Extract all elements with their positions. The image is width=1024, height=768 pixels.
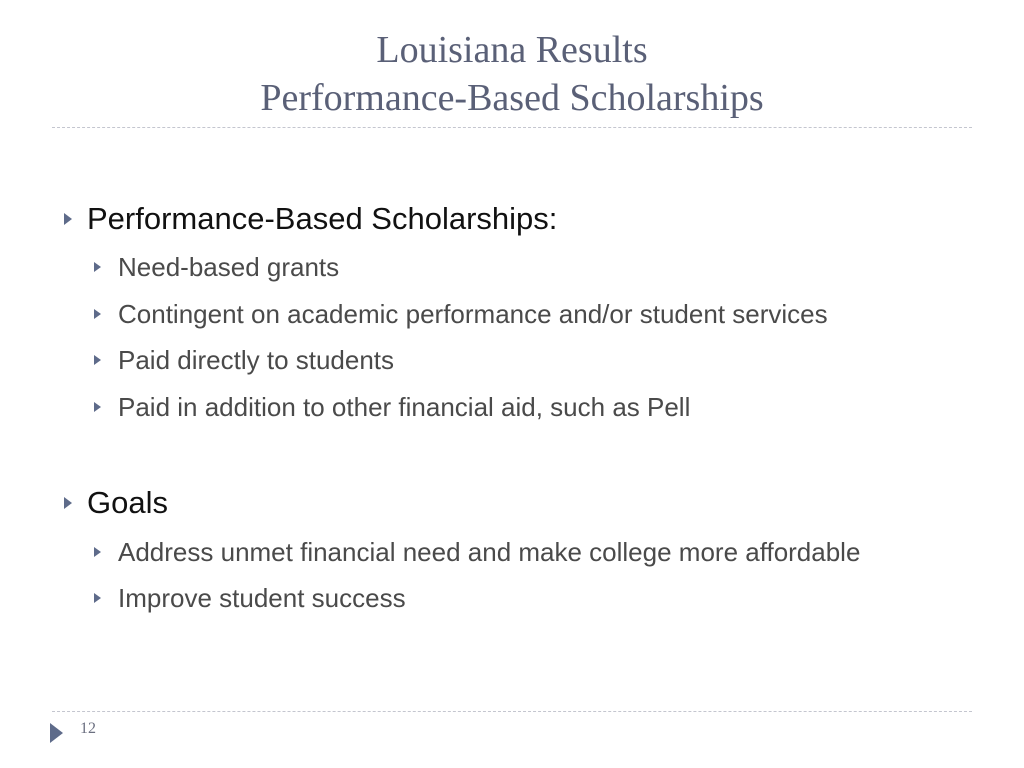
list-item (94, 297, 828, 331)
footer-triangle-icon (50, 723, 63, 743)
footer-divider (52, 711, 972, 712)
bullet-triangle-icon (94, 355, 101, 365)
slide-title-line-2: Performance-Based Scholarships (260, 77, 764, 119)
bullet-triangle-icon (64, 497, 72, 509)
slide-title-line-1: Louisiana Results (376, 29, 648, 71)
bullet-triangle-icon (94, 593, 101, 603)
section-heading-scholarships (64, 199, 557, 239)
list-item (94, 390, 690, 424)
bullet-triangle-icon (64, 213, 72, 225)
section-heading-text: Performance-Based Scholarships: (87, 201, 558, 236)
list-item-text: Paid in addition to other financial aid, such as Pell (118, 392, 691, 422)
list-item-text: Need-based grants (118, 252, 340, 282)
section-heading-text: Goals (87, 485, 168, 520)
list-item (94, 250, 339, 284)
bullet-triangle-icon (94, 309, 101, 319)
list-item (94, 343, 394, 377)
bullet-triangle-icon (94, 547, 101, 557)
bullet-triangle-icon (94, 402, 101, 412)
list-item (94, 535, 860, 569)
list-item-text: Improve student success (118, 583, 406, 613)
section-heading-goals (64, 483, 168, 523)
list-item-text: Address unmet financial need and make college more affordable (118, 537, 861, 567)
list-item (94, 581, 406, 615)
page-number: 12 (80, 720, 96, 737)
list-item-text: Paid directly to students (118, 345, 395, 375)
bullet-triangle-icon (94, 262, 101, 272)
list-item-text: Contingent on academic performance and/or student services (118, 299, 828, 329)
